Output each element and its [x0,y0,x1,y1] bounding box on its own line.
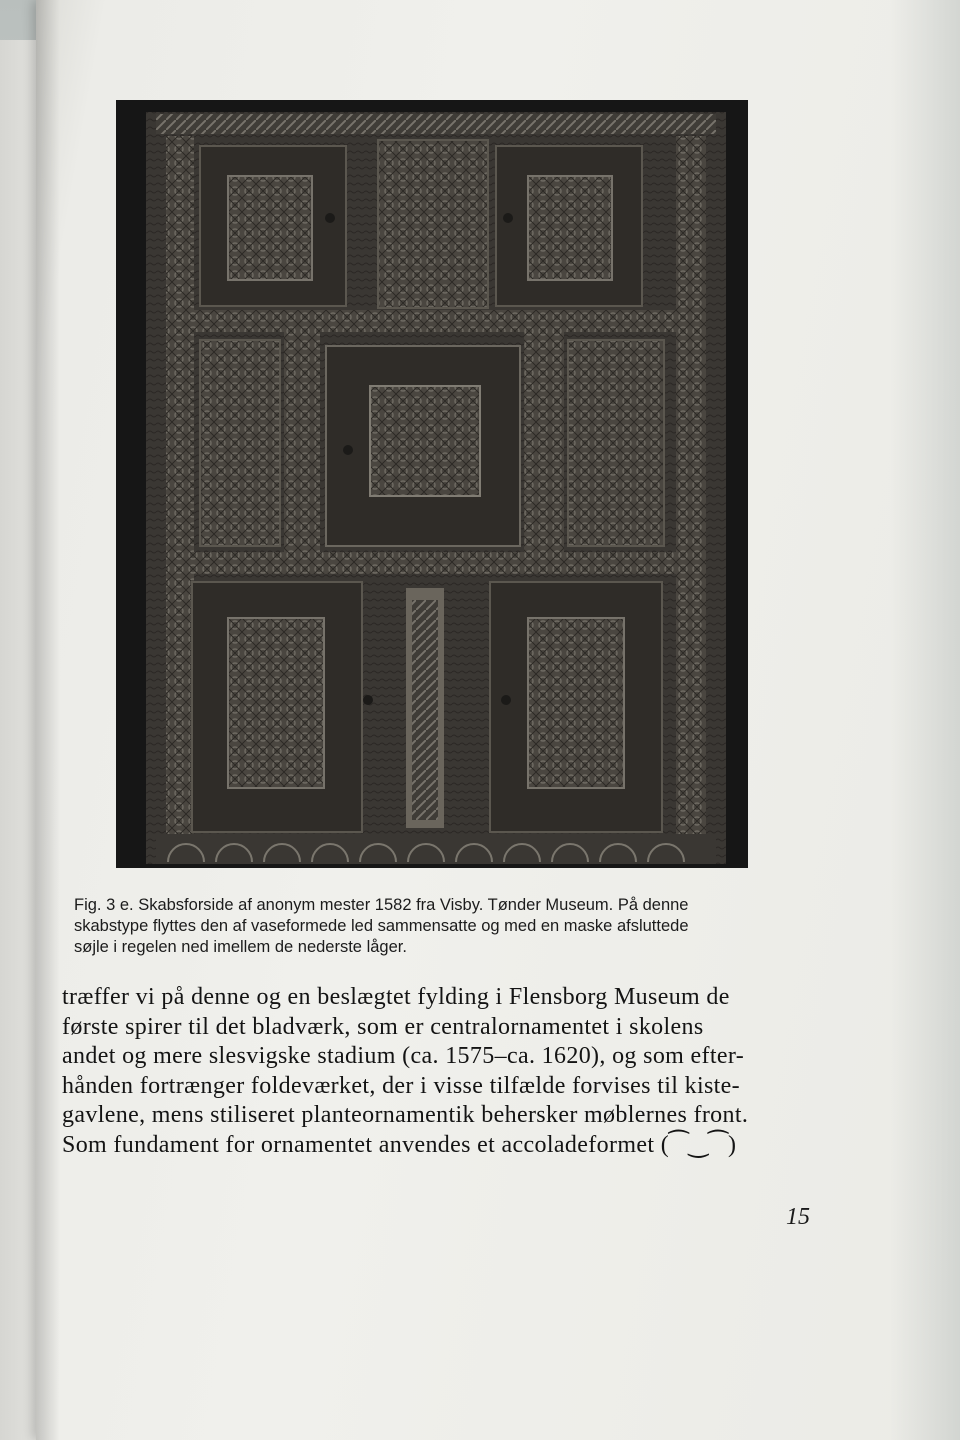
body-line: andet og mere slesvigske stadium (ca. 1575–ca. 1620), og som efter- [62,1043,745,1069]
body-line: Som fundament for ornamentet anvendes et accoladeformet (⁀‿⁀) [62,1131,737,1158]
caption-line: skabstype flyttes den af vaseformede led sammensatte og med en maske afsluttede [74,917,689,935]
body-line: træffer vi på denne og en beslægtet fylding i Flensborg Museum de [62,984,730,1010]
caption-line: søjle i regelen ned imellem de nederste låger. [74,938,407,956]
page-edge-shade [890,0,960,1440]
book-gutter-shadow [36,0,60,1440]
cabinet-photograph [116,100,748,868]
body-paragraph [62,983,852,1160]
page-number: 15 [786,1204,810,1230]
body-line: hånden fortrænger foldeværket, der i visse tilfælde forvises til kiste- [62,1072,741,1099]
figure-caption [74,895,834,958]
body-line: første spirer til det bladværk, som er centralornamentet i skolens [62,1013,704,1040]
carved-cabinet-photo-icon [116,100,748,868]
body-line: gavlene, mens stiliseret planteornamentik behersker møblernes front. [62,1102,749,1128]
caption-line: Fig. 3 e. Skabsforside af anonym mester 1582 fra Visby. Tønder Museum. På denne [74,896,689,914]
